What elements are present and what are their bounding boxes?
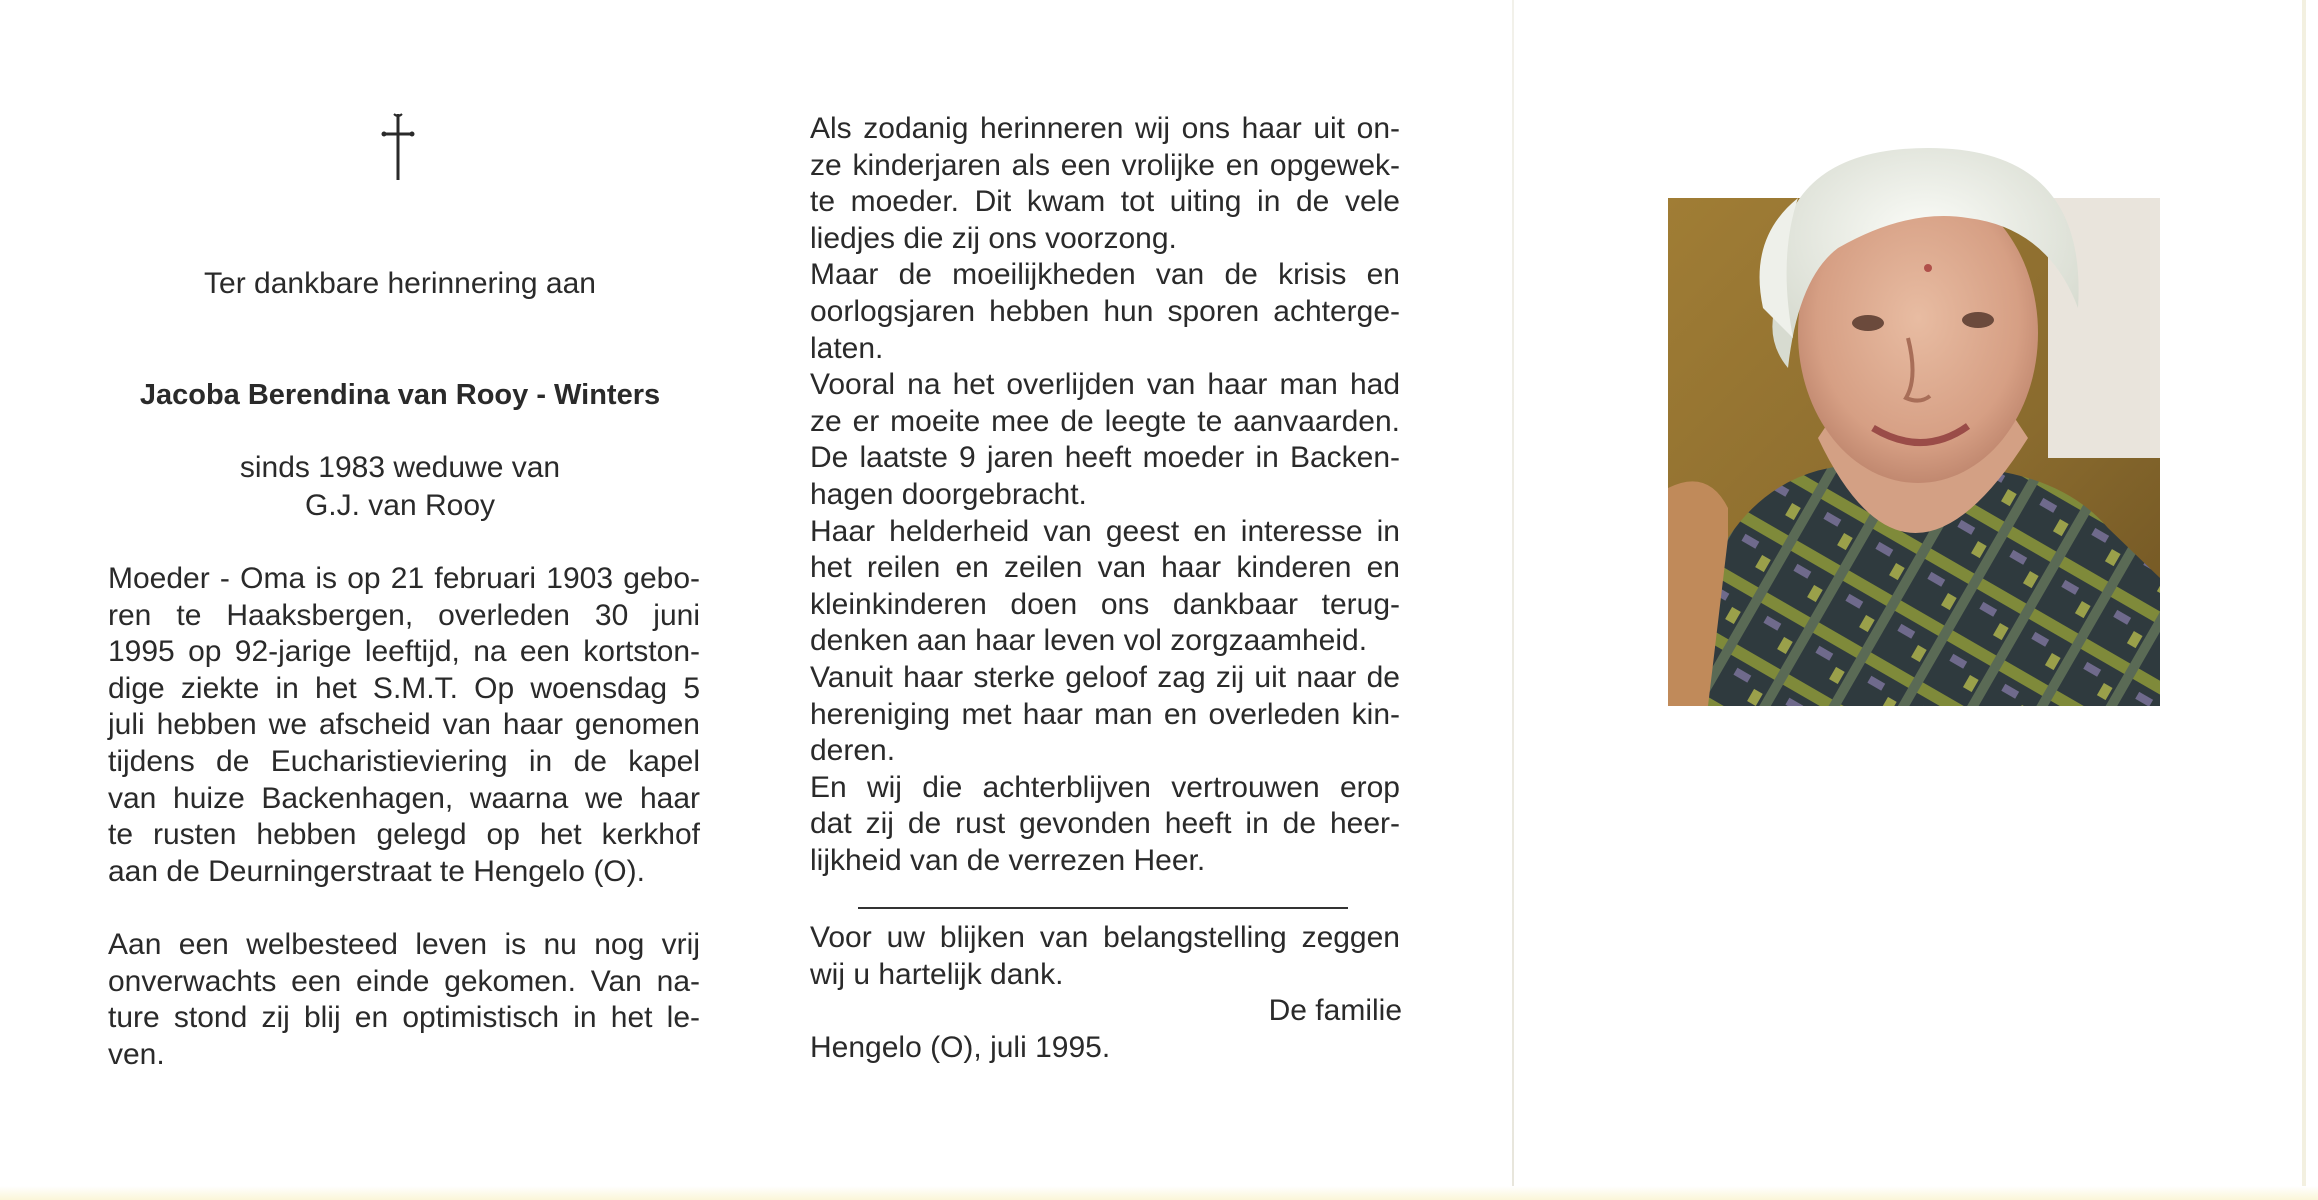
spouse-name: G.J. van Rooy: [304, 489, 496, 522]
text-line: onverwachts een einde gekomen. Van na-: [108, 964, 700, 998]
text-line: tijdens de Eucharistieviering in de kapel: [108, 744, 700, 778]
text-line: het reilen en zeilen van haar kinderen en: [810, 551, 1400, 585]
text-line: deren.: [810, 734, 896, 768]
text-line: Maar de moeilijkheden van de krisis en: [810, 258, 1400, 292]
text-line: laten.: [810, 331, 884, 365]
text-line: Vooral na het overlijden van haar man had: [810, 368, 1400, 402]
text-line: te rusten hebben gelegd op het kerkhof: [108, 818, 700, 852]
text-line: De laatste 9 jaren heeft moeder in Backen-: [810, 441, 1400, 475]
text-line: 1995 op 92-jarige leeftijd, na een kortston-: [108, 635, 700, 669]
thanks-paragraph: [810, 920, 1400, 993]
text-line: dat zij de rust gevonden heeft in de heer-: [810, 807, 1400, 841]
text-line: ze kinderjaren als een vrolijke en opgewek-: [810, 148, 1400, 182]
life-paragraph: [108, 927, 700, 1073]
text-line: hereniging met haar man en overleden kin-: [810, 697, 1400, 731]
card-bottom-edge: [0, 1186, 2318, 1200]
text-line: aan de Deurningerstraat te Hengelo (O).: [108, 854, 645, 888]
deceased-name: Jacoba Berendina van Rooy - Winters: [139, 379, 661, 411]
text-line: En wij die achterblijven vertrouwen erop: [810, 770, 1400, 804]
text-line: hagen doorgebracht.: [810, 477, 1087, 511]
text-line: Voor uw blijken van belangstelling zeggen: [810, 921, 1400, 954]
text-line: te moeder. Dit kwam tot uiting in de vele: [810, 185, 1400, 219]
portrait-photo: [1668, 108, 2160, 706]
text-line: ze er moeite mee de leegte te aanvaarden.: [810, 404, 1400, 438]
text-line: Vanuit haar sterke geloof zag zij uit naar de: [810, 660, 1400, 694]
text-line: juli hebben we afscheid van haar genomen: [108, 708, 700, 742]
text-line: Aan een welbesteed leven is nu nog vrij: [108, 928, 700, 961]
dedication-text: Ter dankbare herinnering aan: [204, 267, 596, 300]
portrait-image: [1668, 108, 2160, 706]
cross-icon: [380, 112, 416, 182]
text-line: ren te Haaksbergen, overleden 30 juni: [108, 598, 700, 632]
widow-line: sinds 1983 weduwe van: [239, 451, 561, 484]
card-fold-line: [1512, 0, 1514, 1200]
text-line: ven.: [108, 1037, 165, 1071]
card-edge: [2302, 0, 2306, 1200]
text-line: ture stond zij blij en optimistisch in het le-: [108, 1001, 700, 1035]
text-line: kleinkinderen doen ons dankbaar terug-: [810, 587, 1400, 621]
text-line: oorlogsjaren hebben hun sporen achterge-: [810, 294, 1400, 328]
text-line: wij u hartelijk dank.: [810, 957, 1064, 991]
text-line: denken aan haar leven vol zorgzaamheid.: [810, 624, 1368, 658]
text-line: Moeder - Oma is op 21 februari 1903 gebo-: [108, 562, 700, 595]
text-line: Haar helderheid van geest en interesse in: [810, 514, 1400, 548]
text-line: Als zodanig herinneren wij ons haar uit on-: [810, 112, 1400, 145]
place-date: Hengelo (O), juli 1995.: [810, 1031, 1111, 1064]
text-line: lijkheid van de verrezen Heer.: [810, 843, 1206, 877]
memory-paragraph: [810, 111, 1400, 879]
text-line: liedjes die zij ons voorzong.: [810, 221, 1177, 255]
text-line: van huize Backenhagen, waarna we haar: [108, 781, 700, 815]
family-signature: De familie: [1268, 994, 1402, 1027]
text-line: dige ziekte in het S.M.T. Op woensdag 5: [108, 671, 700, 705]
biography-paragraph: [108, 561, 700, 890]
divider-line: [858, 907, 1348, 909]
